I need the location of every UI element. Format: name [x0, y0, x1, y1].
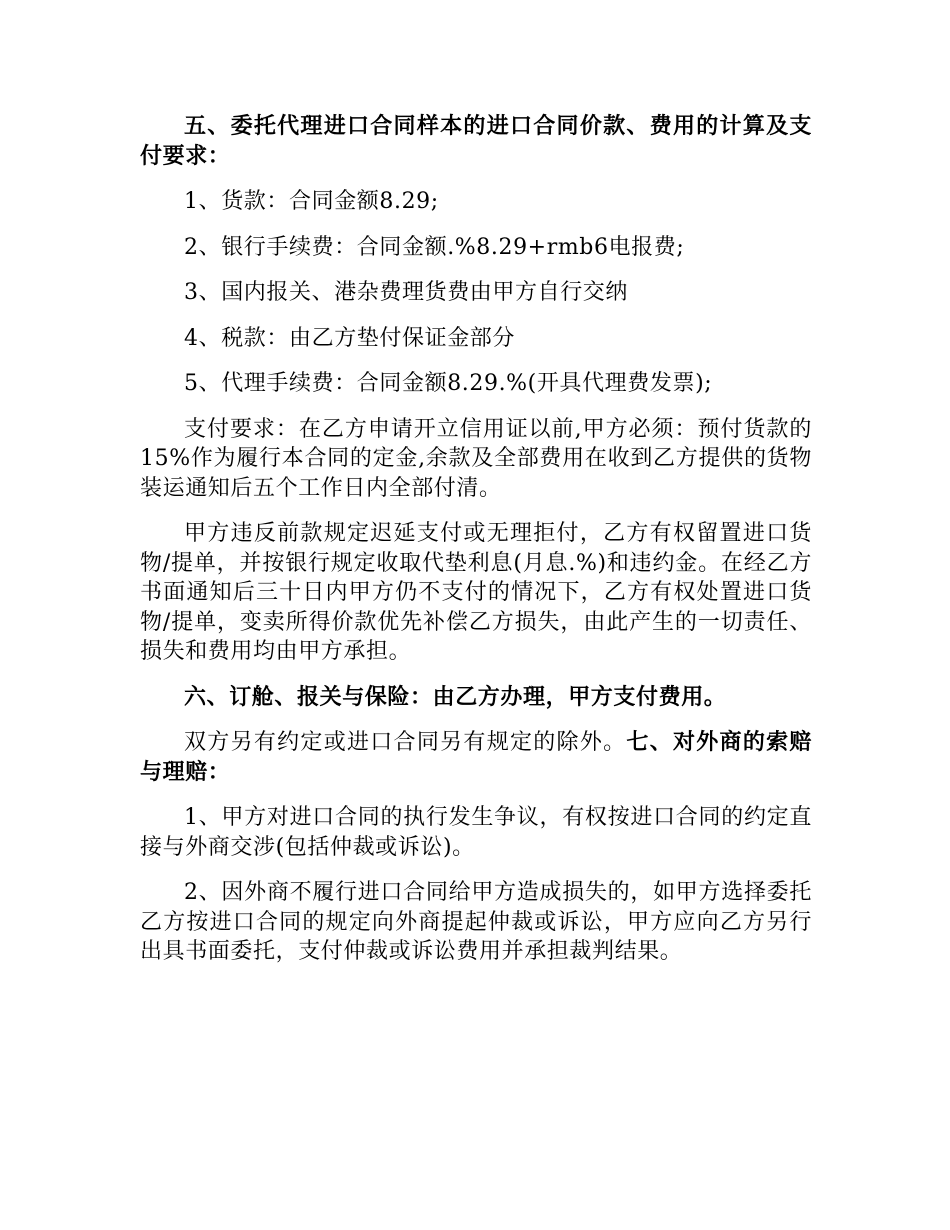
section-6-heading: 六、订舱、报关与保险：由乙方办理，甲方支付费用。: [184, 684, 727, 710]
claim-item-2: 2、因外商不履行进口合同给甲方造成损失的，如甲方选择委托乙方按进口合同的规定向外商提起仲裁或诉讼，甲方应向乙方另行出具书面委托，支付仲裁或诉讼费用并承担裁判结果。: [140, 880, 812, 964]
breach-clause-paragraph: 甲方违反前款规定迟延支付或无理拒付，乙方有权留置进口货物/提单，并按银行规定收取代垫利息(月息.%)和违约金。在经乙方书面通知后三十日内甲方仍不支付的情况下，乙方有权处置进口货物/提单，变卖所得价款优先补偿乙方损失，由此产生的一切责任、损失和费用均由甲方承担。: [140, 521, 812, 664]
fee-item-4: 4、税款：由乙方垫付保证金部分: [184, 325, 515, 351]
other-agreement-text: 双方另有约定或进口合同另有规定的除外。: [184, 730, 627, 755]
fee-item-3: 3、国内报关、港杂费理货费由甲方自行交纳: [184, 280, 628, 305]
section-7-heading: 七、对外商的索赔与理赔：: [140, 730, 812, 785]
section-5-heading: 五、委托代理进口合同样本的进口合同价款、费用的计算及支付要求：: [140, 114, 812, 169]
payment-requirement-paragraph: 支付要求：在乙方申请开立信用证以前,甲方必须：预付货款的15%作为履行本合同的定金,余款及全部费用在收到乙方提供的货物装运通知后五个工作日内全部付清。: [140, 416, 812, 501]
fee-item-1: 1、货款：合同金额8.29;: [184, 189, 439, 214]
document-page: [140, 112, 812, 967]
fee-item-5: 5、代理手续费：合同金额8.29.%(开具代理费发票);: [184, 371, 713, 396]
claim-item-1: 1、甲方对进口合同的执行发生争议，有权按进口合同的约定直接与外商交涉(包括仲裁或诉讼)。: [140, 805, 812, 860]
fee-item-2: 2、银行手续费：合同金额.%8.29+rmb6电报费;: [184, 234, 685, 260]
other-agreement-paragraph: [140, 728, 812, 787]
